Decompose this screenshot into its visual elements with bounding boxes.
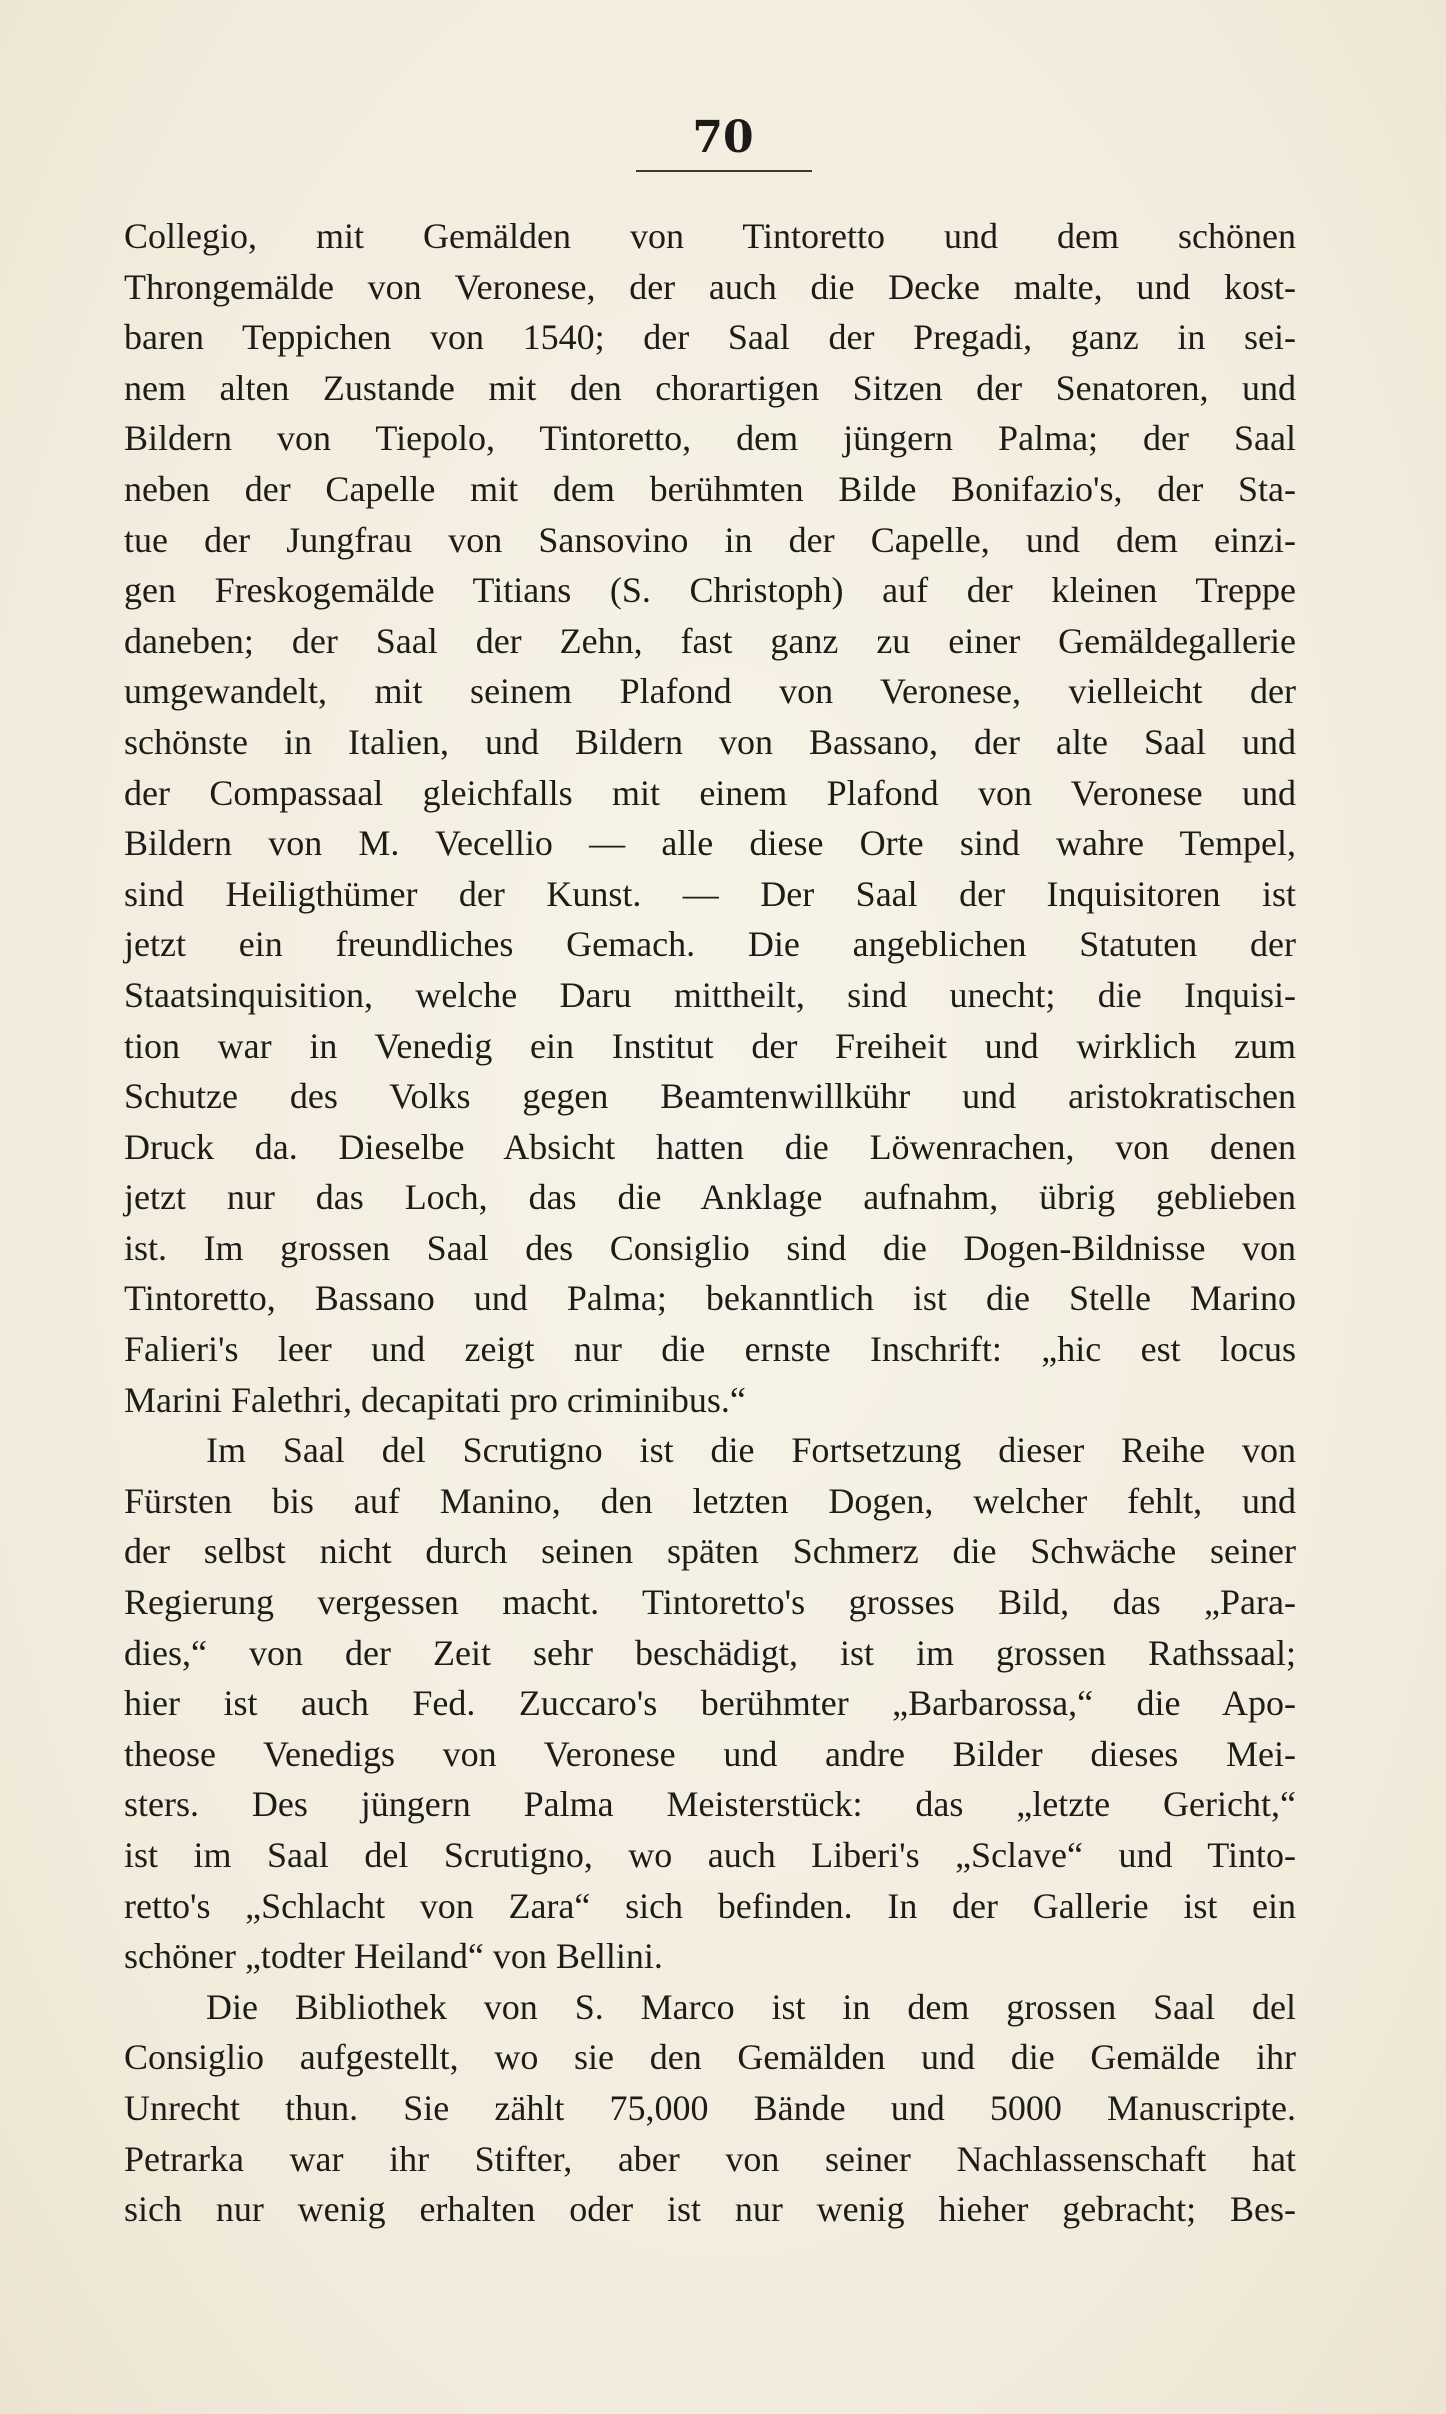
- text-line: Falieri's leer und zeigt nur die ernste Inschrift: „hic est locus: [124, 1329, 1296, 1370]
- text-line: Fürsten bis auf Manino, den letzten Dogen, welcher fehlt, und: [124, 1480, 1296, 1521]
- text-line: Unrecht thun. Sie zählt 75,000 Bände und 5000 Manuscripte.: [124, 2087, 1296, 2128]
- paragraph: [124, 211, 1296, 1425]
- text-line: sich nur wenig erhalten oder ist nur wenig hieher gebracht; Bes-: [124, 2189, 1296, 2230]
- text-line: Regierung vergessen macht. Tintoretto's grosses Bild, das „Para-: [124, 1582, 1296, 1623]
- text-line: Collegio, mit Gemälden von Tintoretto und dem schönen: [124, 216, 1296, 256]
- text-line: sters. Des jüngern Palma Meisterstück: das „letzte Gericht,“: [124, 1784, 1296, 1825]
- page-number: 70: [692, 112, 754, 163]
- text-line: jetzt nur das Loch, das die Anklage aufnahm, übrig geblieben: [124, 1177, 1296, 1218]
- text-line: schönste in Italien, und Bildern von Bassano, der alte Saal und: [124, 721, 1296, 762]
- text-line: dies,“ von der Zeit sehr beschädigt, ist im grossen Rathssaal;: [124, 1632, 1296, 1673]
- text-line: Throngemälde von Veronese, der auch die Decke malte, und kost-: [124, 266, 1296, 307]
- text-line: Petrarka war ihr Stifter, aber von seiner Nachlassenschaft hat: [124, 2138, 1296, 2179]
- text-line: Im Saal del Scrutigno ist die Fortsetzung dieser Reihe von: [206, 1430, 1296, 1471]
- text-line: gen Freskogemälde Titians (S. Christoph) auf der kleinen Treppe: [124, 570, 1296, 611]
- text-line: der selbst nicht durch seinen späten Schmerz die Schwäche seiner: [124, 1531, 1296, 1572]
- text-line: der Compassaal gleichfalls mit einem Plafond von Veronese und: [124, 772, 1296, 813]
- text-line: jetzt ein freundliches Gemach. Die angeblichen Statuten der: [124, 924, 1296, 965]
- text-line: retto's „Schlacht von Zara“ sich befinden. In der Gallerie ist ein: [124, 1885, 1296, 1926]
- text-line: umgewandelt, mit seinem Plafond von Veronese, vielleicht der: [124, 671, 1296, 712]
- text-line: neben der Capelle mit dem berühmten Bilde Bonifazio's, der Sta-: [124, 468, 1296, 509]
- paragraph: [124, 1425, 1296, 1982]
- text-line: baren Teppichen von 1540; der Saal der Pregadi, ganz in sei-: [124, 317, 1296, 358]
- text-line: ist im Saal del Scrutigno, wo auch Liberi's „Sclave“ und Tinto-: [124, 1835, 1296, 1875]
- text-line: Bildern von M. Vecellio — alle diese Orte sind wahre Tempel,: [124, 823, 1296, 864]
- text-line: Marini Falethri, decapitati pro criminibus.“: [124, 1379, 746, 1420]
- text-line: tion war in Venedig ein Institut der Freiheit und wirklich zum: [124, 1025, 1296, 1066]
- text-line: ist. Im grossen Saal des Consiglio sind die Dogen-Bildnisse von: [124, 1227, 1296, 1268]
- text-line: schöner „todter Heiland“ von Bellini.: [124, 1936, 663, 1977]
- text-line: tue der Jungfrau von Sansovino in der Capelle, und dem einzi-: [124, 519, 1296, 560]
- text-line: Staatsinquisition, welche Daru mittheilt, sind unecht; die Inquisi-: [124, 974, 1296, 1015]
- text-line: Tintoretto, Bassano und Palma; bekanntlich ist die Stelle Marino: [124, 1278, 1296, 1319]
- text-line: Consiglio aufgestellt, wo sie den Gemälden und die Gemälde ihr: [124, 2037, 1296, 2078]
- text-line: Schutze des Volks gegen Beamtenwillkühr und aristokratischen: [124, 1076, 1296, 1117]
- text-line: Die Bibliothek von S. Marco ist in dem grossen Saal del: [206, 1986, 1296, 2027]
- page-number-rule: [636, 170, 812, 172]
- text-line: sind Heiligthümer der Kunst. — Der Saal der Inquisitoren ist: [124, 873, 1296, 914]
- text-line: daneben; der Saal der Zehn, fast ganz zu einer Gemäldegallerie: [124, 620, 1296, 661]
- text-line: Druck da. Dieselbe Absicht hatten die Löwenrachen, von denen: [124, 1126, 1296, 1167]
- body-text: [124, 211, 1296, 2235]
- text-line: nem alten Zustande mit den chorartigen Sitzen der Senatoren, und: [124, 367, 1296, 408]
- paragraph: [124, 1982, 1296, 2235]
- text-line: theose Venedigs von Veronese und andre Bilder dieses Mei-: [124, 1733, 1296, 1774]
- text-line: Bildern von Tiepolo, Tintoretto, dem jüngern Palma; der Saal: [124, 418, 1296, 459]
- text-line: hier ist auch Fed. Zuccaro's berühmter „Barbarossa,“ die Apo-: [124, 1683, 1296, 1724]
